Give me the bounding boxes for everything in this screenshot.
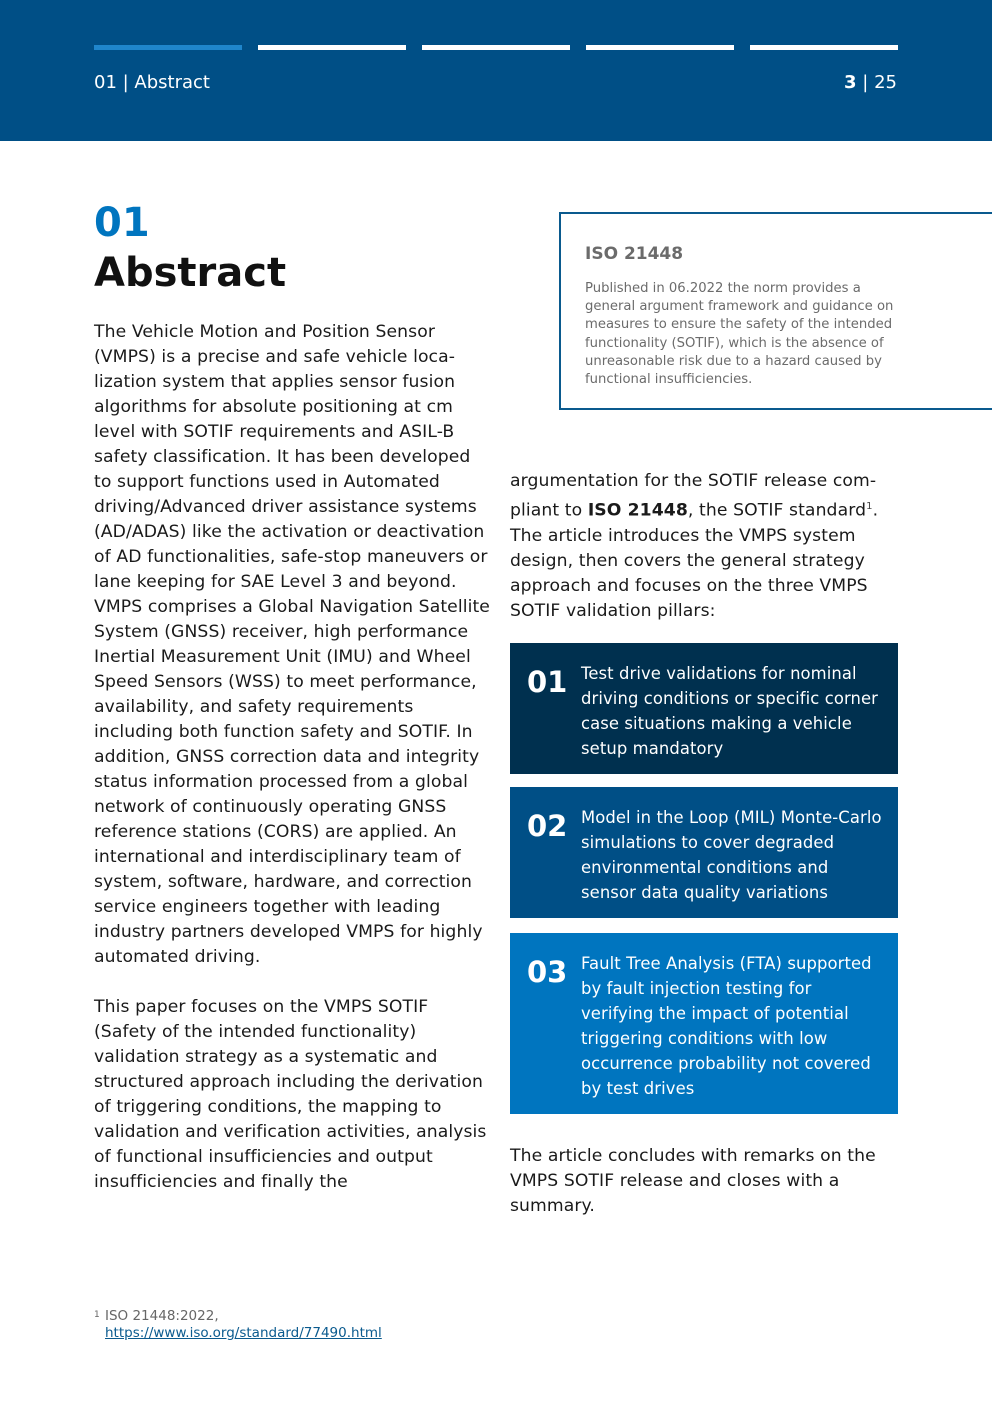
progress-segment-5 (750, 45, 898, 50)
left-column (94, 320, 490, 1220)
page-separator: | (856, 72, 875, 93)
pillar-number: 01 (527, 665, 568, 699)
section-number: 01 (94, 200, 150, 246)
footnote-text: ISO 21448:2022, (105, 1308, 219, 1324)
footnote (94, 1308, 494, 1342)
footnote-mark: 1 (94, 1310, 100, 1320)
iso-info-box (559, 212, 992, 410)
intro-text-2: , the SOTIF standard (687, 500, 867, 521)
closing-paragraph: The article concludes with remarks on the VMPS SOTIF release and closes with a summary. (510, 1146, 876, 1216)
footnote-reference[interactable]: 1 (866, 501, 873, 512)
pillar-text: Model in the Loop (MIL) Monte-Carlo simulations to cover degraded environmental conditions and sensor data quality variations (581, 808, 882, 902)
page-current: 3 (844, 72, 857, 93)
page-header (0, 0, 992, 141)
section-title: Abstract (94, 250, 287, 296)
pillar-card-2 (510, 787, 898, 918)
right-column-closing (510, 1144, 900, 1219)
right-column-intro (510, 469, 900, 624)
footnote-link[interactable]: https://www.iso.org/standard/77490.html (105, 1325, 382, 1341)
intro-text-3: . The article introduces the VMPS system design, then covers the general strategy approach and focuses on the three VMPS SOTIF validation pillars: (510, 500, 879, 621)
page-number (844, 72, 897, 93)
pillar-card-1 (510, 643, 898, 774)
iso-box-text: Published in 06.2022 the norm provides a general argument framework and guidance on measures to ensure the safety of the intended functionality (SOTIF), which is the absence of unreasonable risk due to a hazard caused by functional insufficiencies. (585, 281, 894, 388)
pillar-number: 03 (527, 955, 568, 989)
pillar-text: Fault Tree Analysis (FTA) supported by fault injection testing for verifying the impact of potential triggering conditions with low occurrence probability not covered by test drives (581, 954, 872, 1098)
progress-segment-4 (586, 45, 734, 50)
abstract-paragraph-2: This paper focuses on the VMPS SOTIF (Safety of the intended functionality) validation strategy as a systematic and structured approach including the derivation of triggering conditions, the mapping to validation and verification activities, analysis of functional insufficiencies and output insufficiencies and finally the (94, 997, 487, 1192)
intro-text-1: argumentation for the SOTIF release compliant to (510, 471, 877, 521)
abstract-paragraph-1: The Vehicle Motion and Position Sensor (VMPS) is a precise and safe vehicle localization system that applies sensor fusion algorithms for absolute positioning at cm level with SOTIF requirements and ASIL-B safety classification. It has been developed to support functions used in Automated driving/Advanced driver assistance systems (AD/ADAS) like the activation or deactivation of AD functionalities, safe-stop maneuvers or lane keeping for SAE Level 3 and beyond. VMPS comprises a Global Navigation Satellite System (GNSS) receiver, high performance Inertial Measurement Unit (IMU) and Wheel Speed Sensors (WSS) to meet performance, availability, and safety requirements including both function safety and SOTIF. In addition, GNSS correction data and integrity status information processed from a global network of continuously operating GNSS reference stations (CORS) are applied. An international and interdisciplinary team of system, software, hardware, and correction service engineers together with leading industry partners developed VMPS for highly automated driving. (94, 322, 490, 967)
pillar-text: Test drive validations for nominal driving conditions or specific corner case situations making a vehicle setup mandatory (581, 664, 879, 758)
progress-segment-1 (94, 45, 242, 50)
page-total: 25 (874, 72, 897, 93)
pillar-card-3 (510, 933, 898, 1114)
progress-segment-2 (258, 45, 406, 50)
pillar-number: 02 (527, 809, 568, 843)
progress-segment-3 (422, 45, 570, 50)
intro-bold-standard: ISO 21448 (587, 500, 688, 521)
iso-box-title: ISO 21448 (585, 244, 684, 264)
header-section-label: 01 | Abstract (94, 72, 210, 93)
